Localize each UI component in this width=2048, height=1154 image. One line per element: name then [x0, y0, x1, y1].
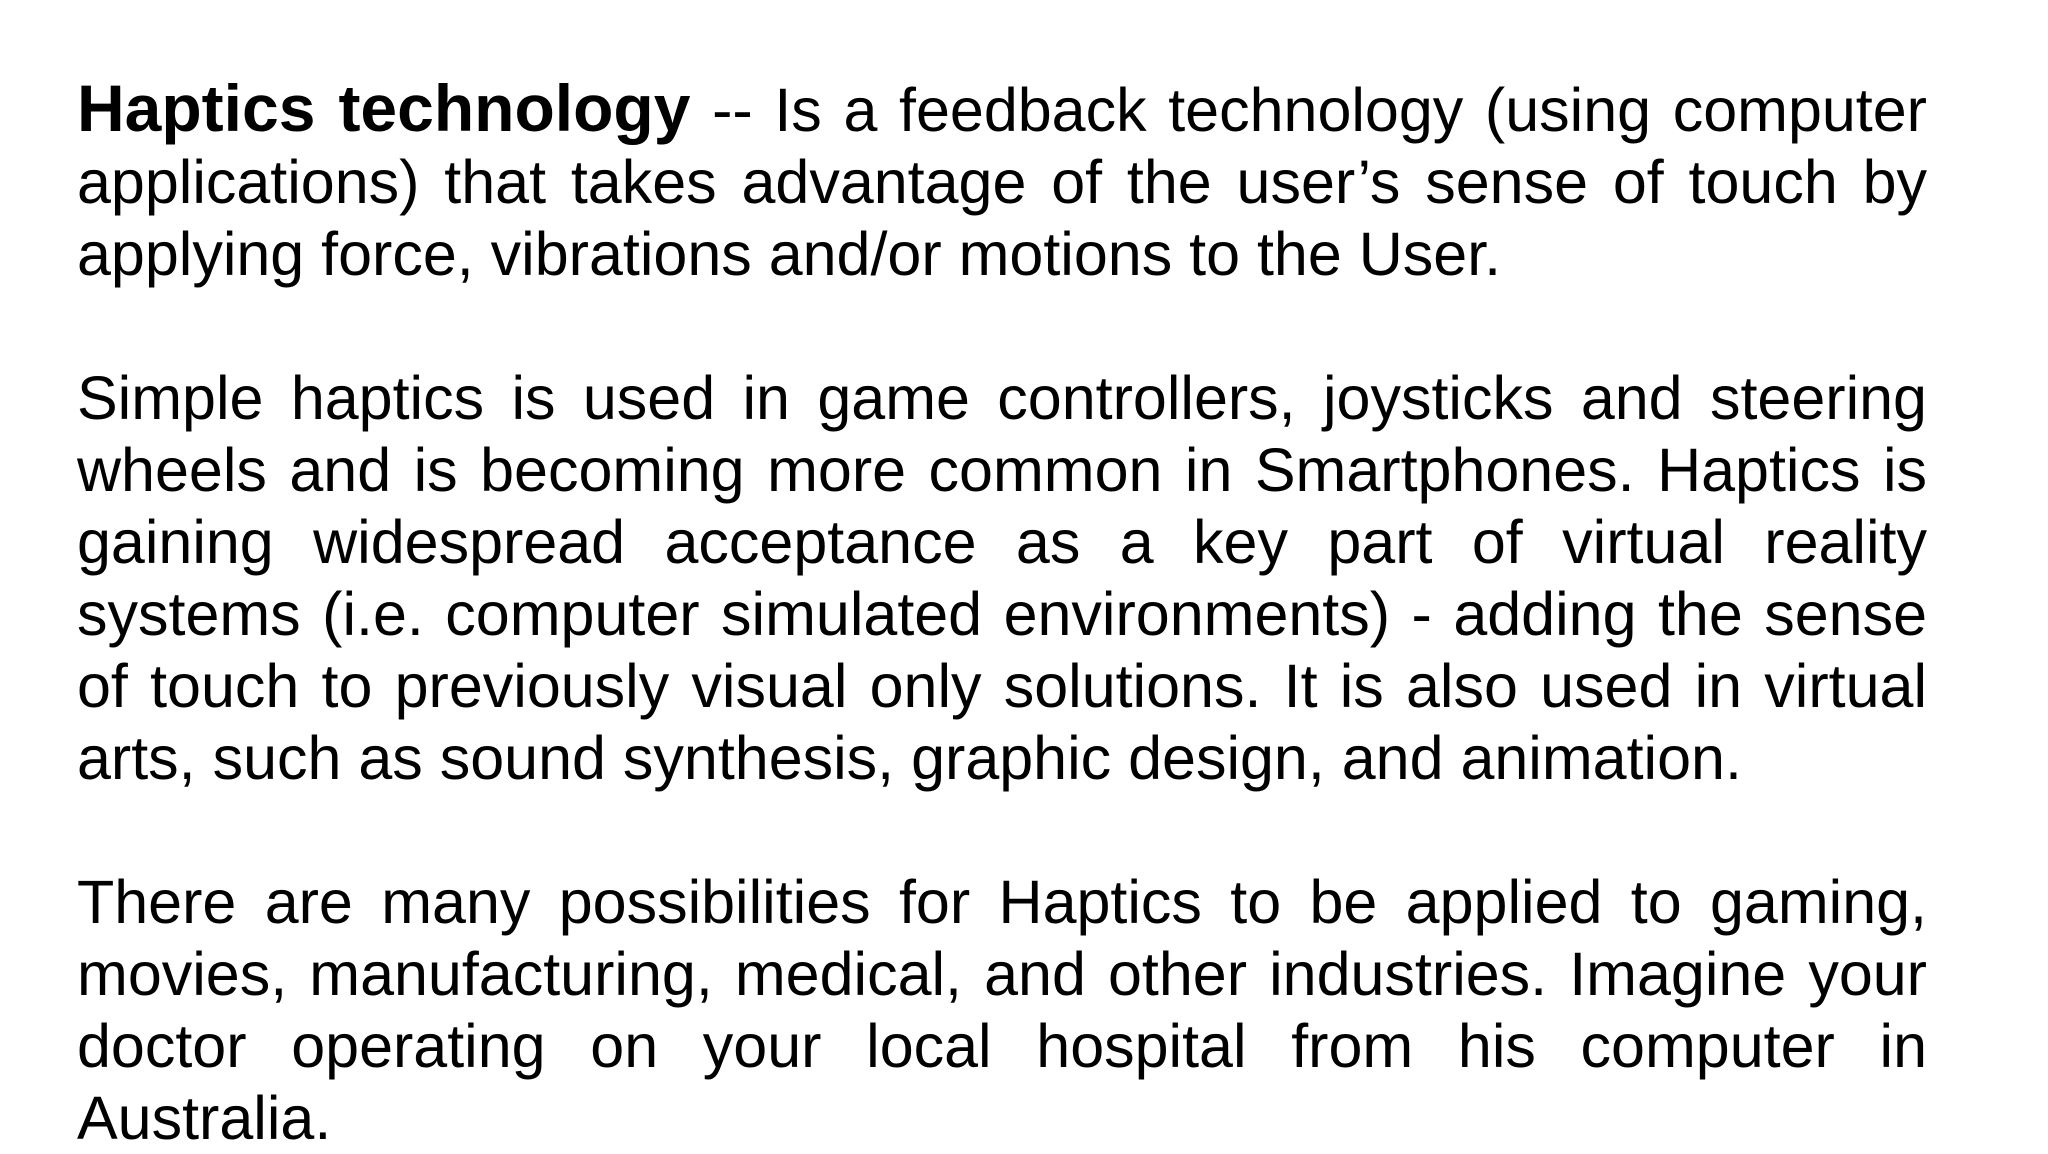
- definition-text: -- Is a feedback technology (using computer applications) that takes advantage of the user’s sense of touch by applying force, vibrations and/or motions to the User.: [77, 76, 1927, 288]
- paragraph-possibilities: There are many possibilities for Haptics to be applied to gaming, movies, manufacturing, medical, and other industries. Imagine your doctor operating on your local hospital from his computer in Australia.: [77, 868, 1927, 1152]
- paragraph-definition: [77, 72, 1927, 290]
- slide-body: [77, 72, 1927, 1154]
- term-heading: Haptics technology: [77, 71, 691, 145]
- paragraph-uses: Simple haptics is used in game controllers, joysticks and steering wheels and is becoming more common in Smartphones. Haptics is gaining widespread acceptance as a key part of virtual reality systems (i.e. computer simulated environments) - adding the sense of touch to previously visual only solutions. It is also used in virtual arts, such as sound synthesis, graphic design, and animation.: [77, 364, 1927, 792]
